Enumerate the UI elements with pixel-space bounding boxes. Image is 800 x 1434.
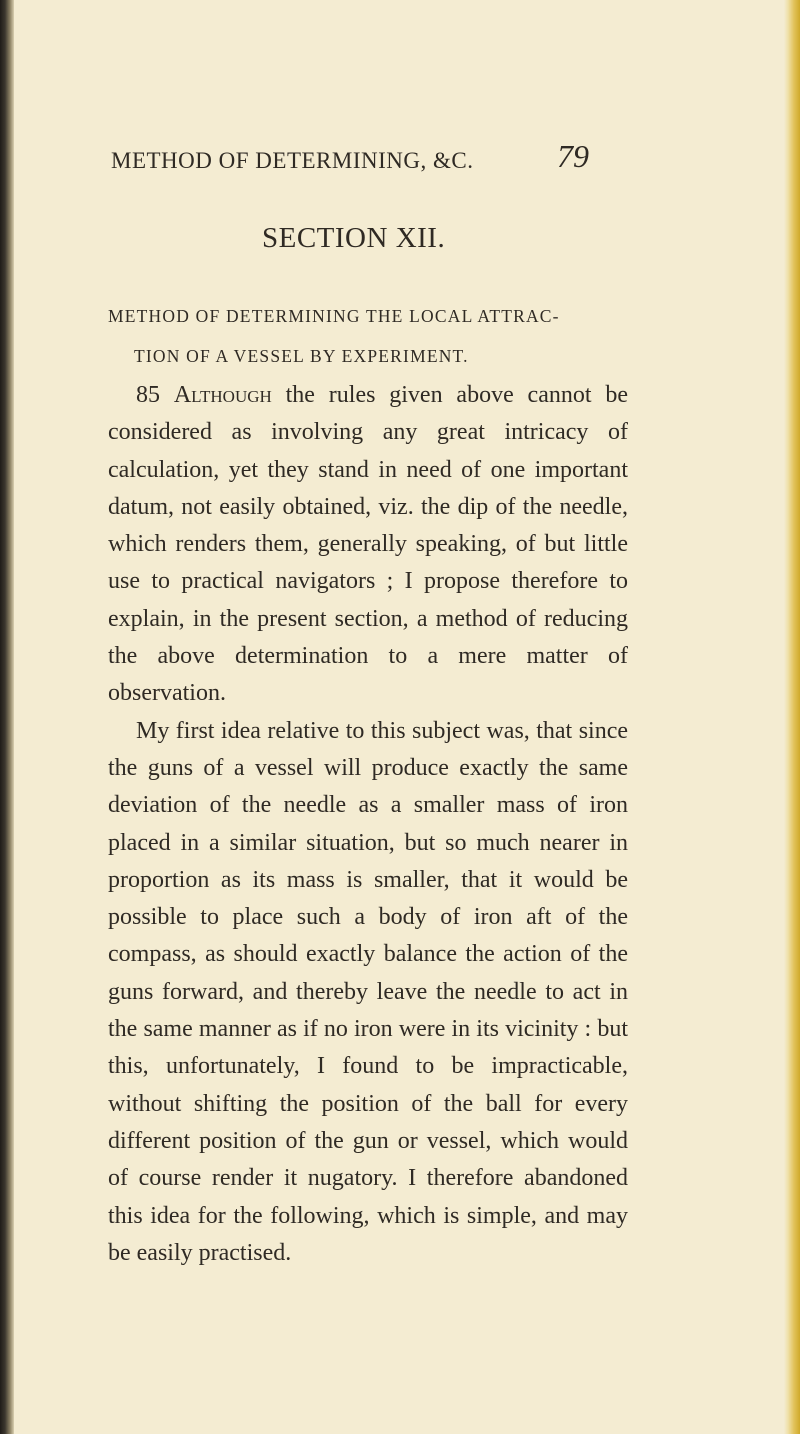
page-number: 79: [557, 138, 589, 174]
paragraph-text: My first idea relative to this subject was, that since the guns of a vessel will produce exactly the same deviation of the needle as a smaller mass of iron placed in a similar situation, but so much nearer in proportion as its mass is smaller, that it would be possible to place such a body of iron aft of the compass, as should exactly balance the action of the guns forward, and thereby leave the needle to act in the same manner as if no iron were in its vicinity : but this, unfortunately, I found to be impracticable, without shifting the position of the ball for every different position of the gun or vessel, which would of course render it nugatory. I therefore abandoned this idea for the following, which is simple, and may be easily practised.: [108, 717, 628, 1266]
section-title: [108, 296, 628, 376]
section-title-line-2: TION OF A VESSEL BY EXPERIMENT.: [134, 346, 469, 366]
section-title-line-1: METHOD OF DETERMINING THE LOCAL ATTRAC-: [108, 306, 560, 326]
paragraph-lead-word: Although: [173, 382, 272, 408]
paragraph-number: 85: [136, 382, 160, 408]
running-head: METHOD OF DETERMINING, &C.: [111, 148, 474, 173]
paragraph-85: [108, 377, 628, 713]
paragraph: [108, 713, 628, 1272]
body-text: [108, 377, 628, 1272]
scan-page-edge: [784, 0, 800, 1434]
section-number: SECTION XII.: [262, 222, 446, 254]
paragraph-text: the rules given above cannot be considered as involving any great intricacy of calculation, yet they stand in need of one important datum, not easily obtained, viz. the dip of the needle, which renders them, generally speaking, of but little use to practical navigators ; I propose therefore to explain, in the present section, a method of reducing the above determination to a mere matter of observation.: [108, 382, 629, 707]
scan-binding-edge: [0, 0, 14, 1434]
